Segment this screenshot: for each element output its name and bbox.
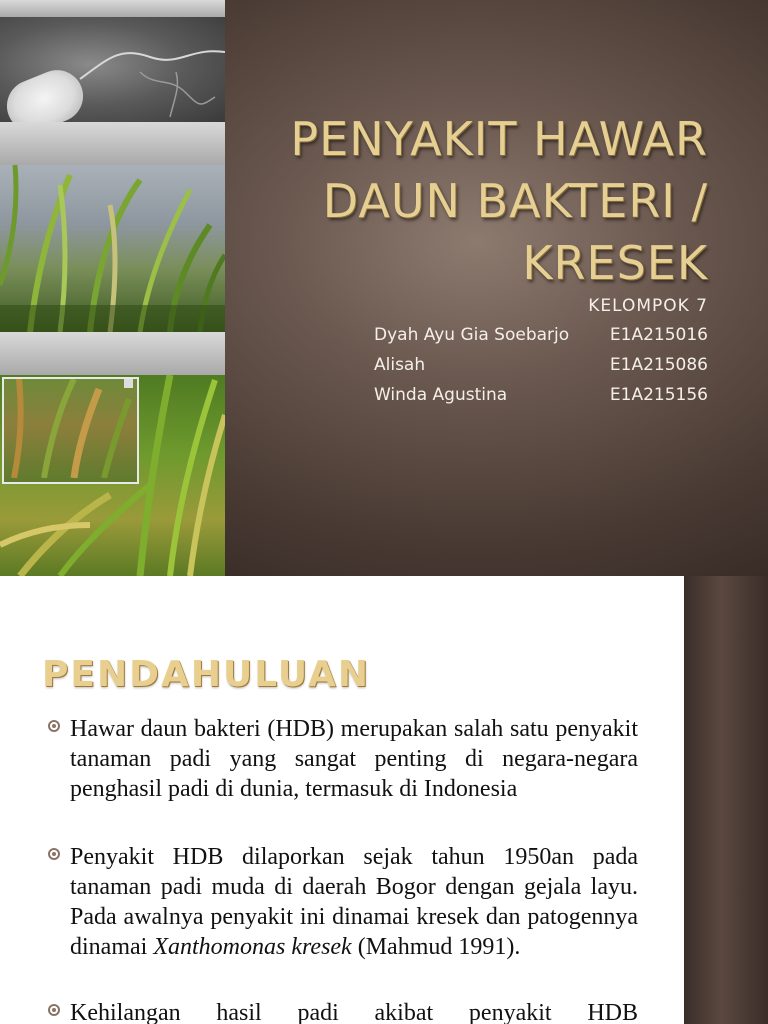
bullet-item — [48, 842, 638, 962]
intro-slide — [0, 576, 768, 1024]
member-nim: E1A215156 — [609, 385, 708, 405]
member-row — [374, 325, 708, 349]
member-name: Alisah — [374, 355, 426, 375]
diseased-leaf-drawing — [4, 379, 133, 478]
member-name: Dyah Ayu Gia Soebarjo — [374, 325, 570, 345]
title-line: PENYAKIT HAWAR — [290, 112, 708, 166]
bacterium-micrograph-photo — [0, 17, 225, 122]
diseased-leaf-inset-photo — [2, 377, 139, 484]
strip-divider — [0, 0, 225, 17]
member-nim: E1A215016 — [609, 325, 708, 345]
title-line: DAUN BAKTERI / — [322, 174, 708, 228]
bullet-item — [48, 998, 638, 1024]
decorative-side-bar — [684, 576, 768, 1024]
member-row — [374, 385, 708, 409]
bullet-text-part: Penyakit HDB dilaporkan sejak tahun 1950an pada tanaman padi muda di daerah Bogor dengan gejala layu. Pada awalnya penyakit ini dinamai kresek dan patogennya dinamai — [70, 844, 638, 960]
section-heading: PENDAHULUAN — [42, 654, 370, 695]
strip-divider — [0, 332, 225, 375]
bullet-text: Kehilangan hasil padi akibat penyakit HDB — [70, 1000, 638, 1024]
circle-bullet-icon — [48, 1004, 60, 1016]
rice-field-photo — [0, 165, 225, 332]
member-row — [374, 355, 708, 379]
rice-plants-drawing — [0, 165, 225, 332]
bullet-text-part: (Mahmud 1991). — [351, 934, 521, 960]
bullet-text — [70, 842, 638, 962]
slide-title — [235, 108, 708, 294]
flagellum-lines — [0, 17, 225, 122]
photo-strip — [0, 0, 225, 576]
group-label: KELOMPOK 7 — [588, 296, 708, 316]
bullet-item — [48, 714, 638, 804]
member-nim: E1A215086 — [609, 355, 708, 375]
member-name: Winda Agustina — [374, 385, 508, 405]
title-line: KRESEK — [522, 236, 708, 290]
circle-bullet-icon — [48, 848, 60, 860]
strip-divider — [0, 122, 225, 165]
bullet-text: Hawar daun bakteri (HDB) merupakan salah satu penyakit tanaman padi yang sangat penting di negara-negara penghasil padi di dunia, termasuk di Indonesia — [70, 716, 638, 802]
circle-bullet-icon — [48, 720, 60, 732]
species-name: Xanthomonas kresek — [153, 934, 352, 960]
